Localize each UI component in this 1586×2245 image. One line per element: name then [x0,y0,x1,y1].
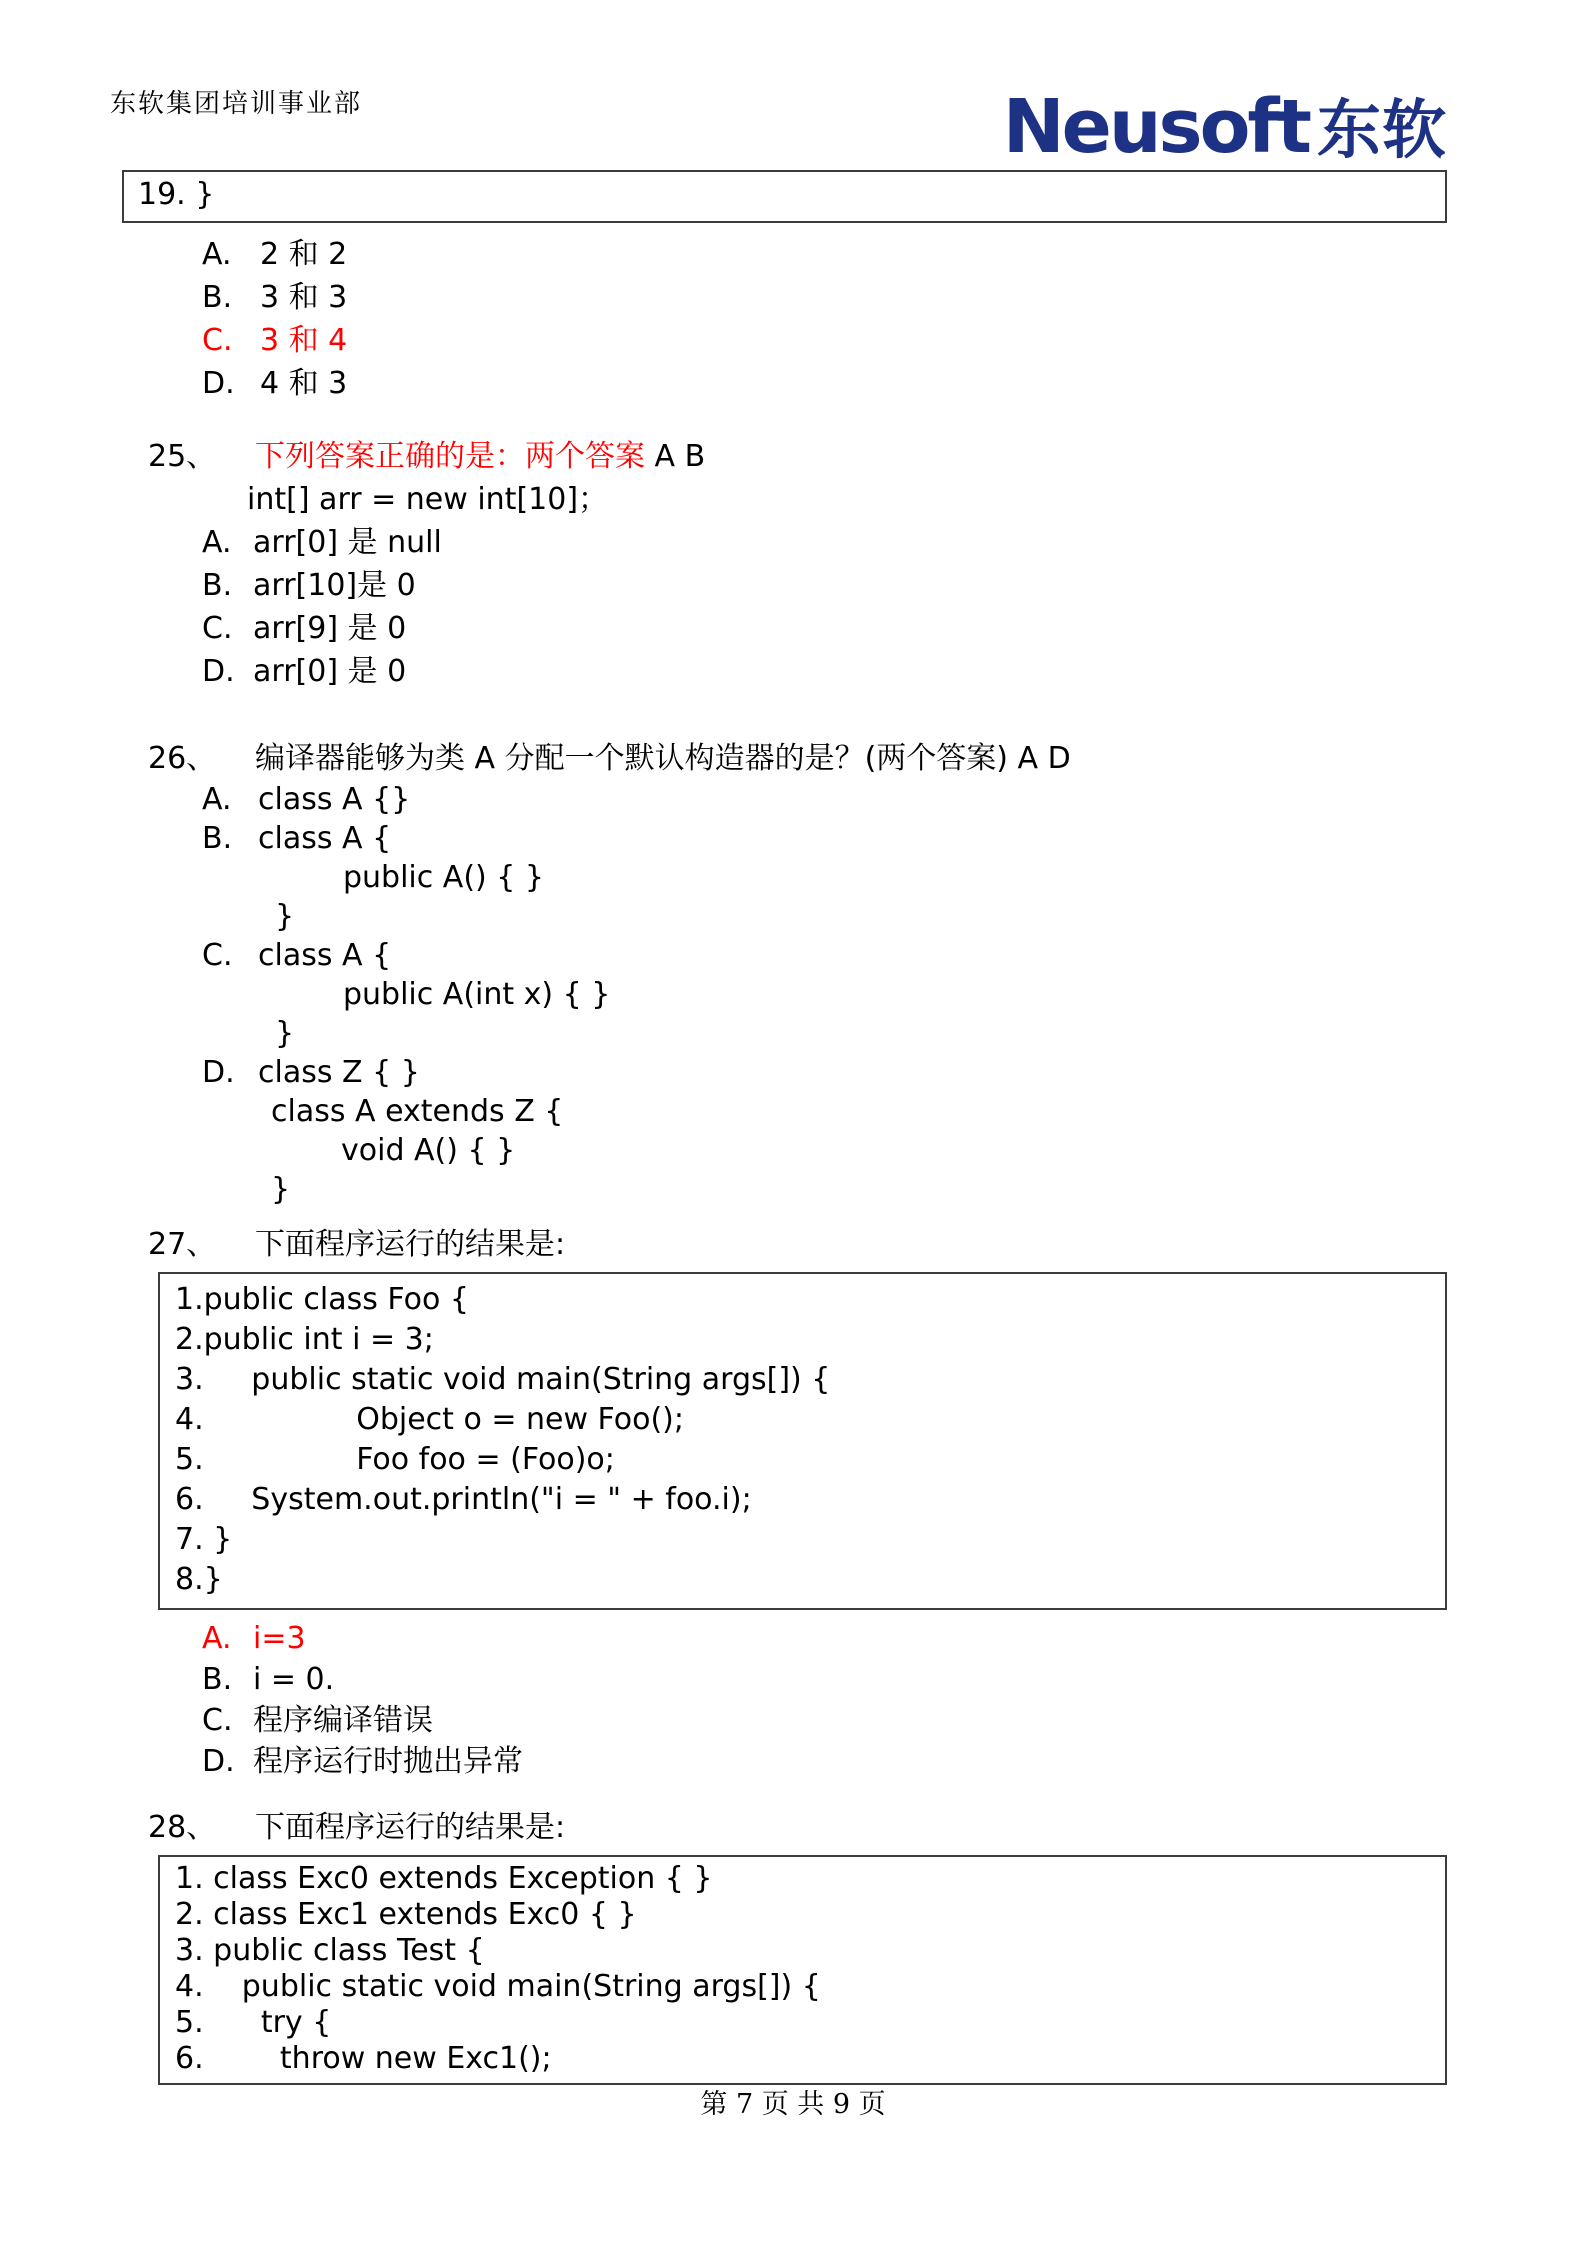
q26-options [202,780,1447,1209]
code-line: } [271,1172,291,1207]
code-line: 3. public class Test { [175,1933,485,1968]
code-line: 6. System.out.println("i = " + foo.i); [175,1482,752,1517]
q25-title-red: 下列答案正确的是：两个答案 [255,439,645,474]
code-line: 5. Foo foo = (Foo)o; [175,1442,615,1477]
option-letter: C. [202,938,233,973]
option-text: 3 和 3 [260,280,348,315]
page-footer: 第 7 页 共 9 页 [700,2089,886,2120]
code-line: 5. try { [175,2005,332,2040]
option-text: 2 和 2 [260,237,348,272]
q27-options [202,1618,1447,1782]
code-line: class A { [258,821,392,856]
option-row [202,1053,1447,1209]
option-text: arr[9] 是 0 [253,611,407,646]
option-letter: D. [202,1055,235,1090]
option-text: arr[10]是 0 [253,568,416,603]
option-letter: B. [202,821,233,856]
option-row [202,521,1447,564]
option-row [202,276,1447,319]
question-title [255,435,705,478]
code-line: 3. public static void main(String args[]) { [175,1362,831,1397]
option-letter: C. [202,1703,233,1738]
code-line: void A() { } [341,1133,516,1168]
code-line: 1. class Exc0 extends Exception { } [175,1861,713,1896]
option-text: i = 0. [253,1662,335,1697]
question-title: 下面程序运行的结果是: [255,1227,566,1262]
option-row [202,819,1447,936]
code-line: 2.public int i = 3; [175,1322,434,1357]
code-line: 8.} [175,1562,223,1597]
q25-title-row [148,435,1447,478]
option-letter: D. [202,366,235,401]
option-text: i=3 [253,1621,306,1656]
code-line: class Z { } [258,1055,420,1090]
option-row-correct [202,319,1447,362]
q19-code-box [122,170,1447,223]
option-letter: A. [202,1621,232,1656]
option-letter: D. [202,654,235,689]
option-code [258,1053,1447,1209]
q25-options [202,521,1447,693]
option-letter: B. [202,280,233,315]
question-title: 编译器能够为类 A 分配一个默认构造器的是？(两个答案) A D [255,741,1071,776]
question-number: 27、 [148,1227,217,1262]
option-letter: D. [202,1744,235,1779]
q19-options [202,233,1447,405]
code-line: 2. class Exc1 extends Exc0 { } [175,1897,637,1932]
option-row [202,607,1447,650]
header-department: 东软集团培训事业部 [110,89,363,119]
code-line: 6. throw new Exc1(); [175,2041,552,2076]
code-line: public A(int x) { } [343,977,611,1012]
option-letter: A. [202,525,232,560]
option-text: 3 和 4 [260,323,348,358]
option-row [202,1659,1447,1700]
page-header [110,0,1447,170]
question-number: 28、 [148,1810,217,1845]
question-number: 26、 [148,741,217,776]
question-number: 25、 [148,439,217,474]
option-text: 程序运行时抛出异常 [253,1744,523,1779]
logo-latin-text: Neusoft [1002,84,1309,170]
code-line: } [275,899,295,934]
question-title: 下面程序运行的结果是: [255,1810,566,1845]
q27-code-box [158,1272,1447,1610]
code-line: class A extends Z { [271,1094,564,1129]
option-letter: C. [202,611,233,646]
q27-title-row [148,1223,1447,1266]
q28-title-row [148,1806,1447,1849]
option-row [202,650,1447,693]
code-line: 4. Object o = new Foo(); [175,1402,684,1437]
option-letter: A. [202,237,232,272]
option-row-correct [202,1618,1447,1659]
q19-box-line: 19. } [138,177,215,212]
option-row [202,780,1447,819]
option-letter: B. [202,568,233,603]
option-letter: B. [202,1662,233,1697]
code-line: class A { [258,938,392,973]
option-row [202,936,1447,1053]
option-code [258,780,1447,819]
code-line: 1.public class Foo { [175,1282,469,1317]
option-row [202,233,1447,276]
option-text: arr[0] 是 0 [253,654,407,689]
option-text: 程序编译错误 [253,1703,433,1738]
neusoft-logo [1002,84,1447,170]
option-code [258,936,1447,1053]
logo-cjk-text: 东软 [1317,94,1447,168]
option-text: 4 和 3 [260,366,348,401]
code-line: } [275,1016,295,1051]
q25-title-answers: A B [645,439,706,474]
option-letter: A. [202,782,232,817]
code-line: public A() { } [343,860,544,895]
code-line: 4. public static void main(String args[]) { [175,1969,821,2004]
option-row [202,362,1447,405]
q26-title-row [148,737,1447,780]
code-line: class A {} [258,782,411,817]
q28-code-box [158,1855,1447,2085]
option-letter: C. [202,323,233,358]
option-row [202,564,1447,607]
code-line: 7. } [175,1522,233,1557]
option-row [202,1741,1447,1782]
option-row [202,1700,1447,1741]
q25-code-line: int[] arr = new int[10]； [247,482,609,517]
option-text: arr[0] 是 null [253,525,442,560]
option-code [258,819,1447,936]
